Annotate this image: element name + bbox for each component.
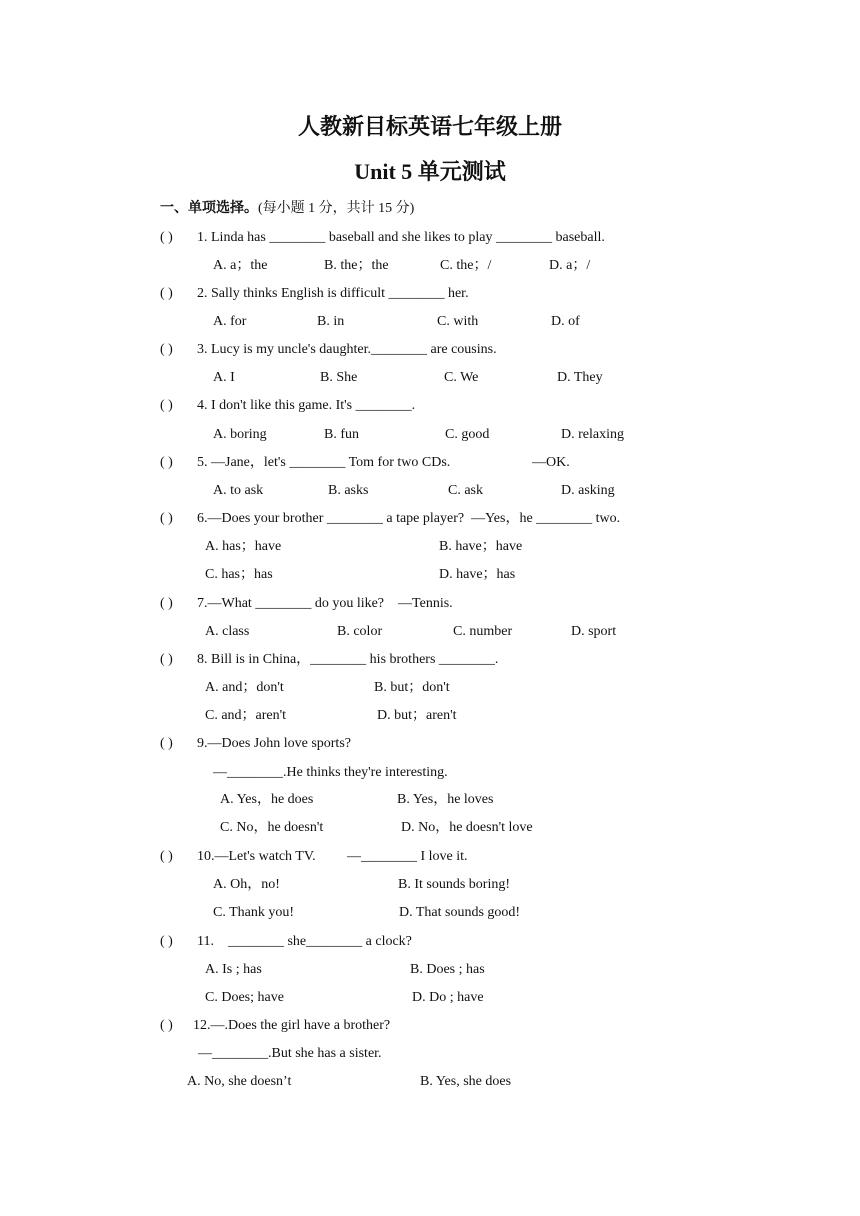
option-d: D. That sounds good! [399,905,521,920]
section-heading [160,200,414,218]
option-d: D. sport [571,624,617,639]
option-d: D. of [551,314,580,329]
option-b: B. in [317,314,345,329]
option-a: A. and；don't [205,680,284,695]
option-a: A. a；the [213,258,268,273]
section-scoring-note: (每小题 1 分，共计 15 分) [258,201,415,216]
question-response: —OK. [532,455,570,470]
answer-blank[interactable]: ( ) [160,652,173,667]
option-c: C. the；/ [440,258,492,273]
option-c: C. with [437,314,479,329]
option-a: A. boring [213,427,267,442]
option-a: A. I [213,370,235,385]
answer-blank[interactable]: ( ) [160,342,173,357]
question-stem: 8. Bill is in China，________ his brothers ________. [197,652,499,667]
option-b: B. have；have [439,539,523,554]
section-heading-label: 一、单项选择。 [160,201,258,216]
option-b: B. fun [324,427,359,442]
question-stem: 10.—Let's watch TV. [197,849,316,864]
question-response: —________.He thinks they're interesting. [213,765,448,780]
option-d: D. have；has [439,567,516,582]
answer-blank[interactable]: ( ) [160,511,173,526]
option-c: C. good [445,427,490,442]
option-d: D. They [557,370,603,385]
option-d: D. but；aren't [377,708,457,723]
question-stem: 3. Lucy is my uncle's daughter.________ are cousins. [197,342,497,357]
document-subtitle: Unit 5 单元测试 [354,159,506,184]
option-b: B. She [320,370,358,385]
answer-blank[interactable]: ( ) [160,1018,173,1033]
option-a: A. has；have [205,539,282,554]
question-stem: 5. —Jane，let's ________ Tom for two CDs. [197,455,451,470]
question-stem: 1. Linda has ________ baseball and she likes to play ________ baseball. [197,230,605,245]
document-title: 人教新目标英语七年级上册 [297,114,562,139]
option-d: D. Do ; have [412,990,484,1005]
question-stem: 2. Sally thinks English is difficult ________ her. [197,286,469,301]
option-c: C. has；has [205,567,273,582]
answer-blank[interactable]: ( ) [160,286,173,301]
option-d: D. No，he doesn't love [401,820,533,835]
option-a: A. to ask [213,483,264,498]
question-stem: 11. ________ she________ a clock? [197,934,412,949]
option-b: B. but；don't [374,680,450,695]
option-a: A. class [205,624,250,639]
answer-blank[interactable]: ( ) [160,455,173,470]
option-d: D. relaxing [561,427,624,442]
option-c: C. number [453,624,513,639]
option-b: B. Yes，he loves [397,792,494,807]
option-b: B. color [337,624,383,639]
option-c: C. and；aren't [205,708,287,723]
question-response: —________ I love it. [347,849,468,864]
question-stem: 12.—.Does the girl have a brother? [193,1018,391,1033]
answer-blank[interactable]: ( ) [160,849,173,864]
option-b: B. Yes, she does [420,1074,512,1089]
option-c: C. ask [448,483,483,498]
question-response: —________.But she has a sister. [198,1046,382,1061]
answer-blank[interactable]: ( ) [160,736,173,751]
option-c: C. No，he doesn't [220,820,324,835]
option-b: B. the；the [324,258,389,273]
question-stem: 4. I don't like this game. It's ________. [197,398,416,413]
question-stem: 7.—What ________ do you like? —Tennis. [197,596,453,611]
option-c: C. We [444,370,479,385]
option-b: B. Does ; has [410,962,485,977]
answer-blank[interactable]: ( ) [160,398,173,413]
option-a: A. Oh，no! [213,877,280,892]
option-d: D. asking [561,483,615,498]
option-c: C. Thank you! [213,905,295,920]
answer-blank[interactable]: ( ) [160,596,173,611]
option-a: A. No, she doesn’t [187,1074,292,1089]
option-d: D. a；/ [549,258,591,273]
option-b: B. asks [328,483,369,498]
answer-blank[interactable]: ( ) [160,230,173,245]
option-c: C. Does; have [205,990,284,1005]
question-stem: 6.—Does your brother ________ a tape player? —Yes，he ________ two. [197,511,621,526]
option-a: A. Yes，he does [220,792,314,807]
question-stem: 9.—Does John love sports? [197,736,351,751]
option-a: A. Is ; has [205,962,262,977]
answer-blank[interactable]: ( ) [160,934,173,949]
option-b: B. It sounds boring! [398,877,510,892]
option-a: A. for [213,314,247,329]
